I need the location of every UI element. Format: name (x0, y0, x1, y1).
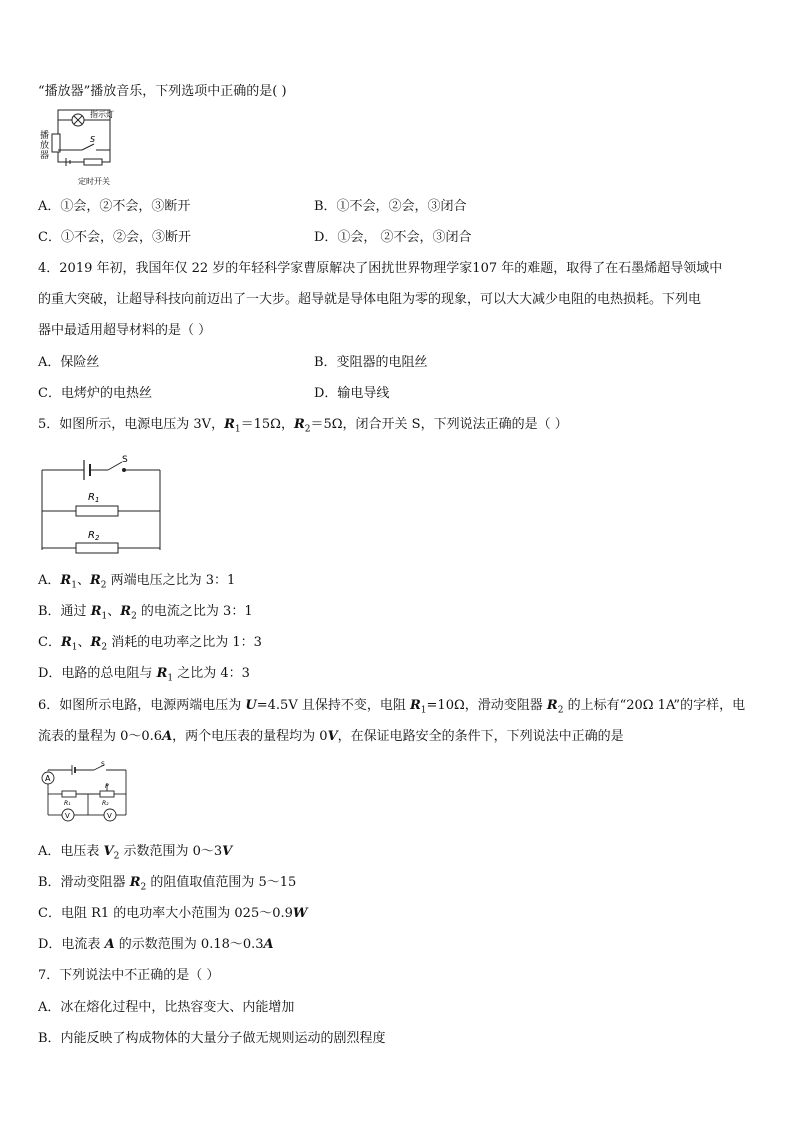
r2-label: $R_2$ (88, 530, 100, 542)
q5-option-d: D．电路的总电阻与 $R_1$ 之比为 4：3 (38, 666, 250, 684)
r2-label: R₂ (102, 800, 109, 807)
r1-label: R₁ (64, 800, 71, 807)
q3-stem: “播放器”播放音乐，下列选项中正确的是( ) (38, 84, 287, 99)
q3-option-c: C．①不会，②会，③断开 (38, 230, 191, 245)
lamp-label: 指示灯 (90, 110, 114, 119)
voltmeter-2-label: V (107, 812, 112, 820)
switch-label: S (90, 135, 96, 144)
q4-line-2: 的重大突破，让超导科技向前迈出了一大步。超导就是导体电阻为零的现象，可以大大减少电阻的电热损耗。下列电 (38, 292, 702, 307)
q5-circuit-figure (38, 450, 168, 555)
q4-line-3: 器中最适用超导材料的是（ ） (38, 323, 212, 338)
q4-option-d: D．输电导线 (314, 386, 390, 401)
q7-option-a: A．冰在熔化过程中，比热容变大、内能增加 (38, 1000, 295, 1015)
q6-line-2: 流表的量程为 0～0.6A，两个电压表的量程均为 0V，在保证电路安全的条件下，下列说法中正确的是 (38, 729, 624, 744)
q6-option-c: C．电阻 R1 的电功率大小范围为 025～0.9W (38, 906, 308, 921)
q5-stem: 5．如图所示，电源电压为 3V，$R_1=15\Omega$，$R_2=5\Omega$，闭合开关 S，下列说法正确的是（ ） (38, 417, 568, 435)
q3-option-d: D．①会， ②不会，③闭合 (314, 230, 472, 245)
q3-option-b: B．①不会，②会，③闭合 (314, 199, 467, 214)
q3-circuit-figure (38, 106, 138, 192)
q7-stem: 7．下列说法中不正确的是（ ） (38, 968, 220, 983)
q3-option-a: A．①会，②不会，③断开 (38, 199, 191, 214)
q6-option-a: A．电压表 $V_2$ 示数范围为 0～3V (38, 844, 233, 862)
timer-label: 定时开关 (78, 177, 110, 186)
switch-label: S (122, 455, 128, 465)
q5-option-b: B．通过 $R_1$、$R_2$ 的电流之比为 3：1 (38, 604, 253, 622)
q4-option-c: C．电烤炉的电热丝 (38, 386, 152, 401)
q7-option-b: B．内能反映了构成物体的大量分子做无规则运动的剧烈程度 (38, 1031, 386, 1046)
slider-p-label: P (105, 783, 109, 790)
r1-label: $R_1$ (88, 492, 100, 504)
switch-label: S (101, 761, 105, 768)
player-label: 播放器 (40, 131, 50, 161)
voltmeter-1-label: V (65, 812, 70, 820)
q6-option-d: D．电流表 A 的示数范围为 0.18～0.3A (38, 937, 274, 952)
q5-option-a: A．$R_1$、$R_2$ 两端电压之比为 3：1 (38, 573, 236, 591)
q4-option-b: B．变阻器的电阻丝 (314, 355, 428, 370)
q4-option-a: A．保险丝 (38, 355, 100, 370)
ammeter-label: A (45, 774, 51, 783)
q5-option-c: C．$R_1$、$R_2$ 消耗的电功率之比为 1：3 (38, 635, 262, 653)
q4-line-1: 4．2019 年初，我国年仅 22 岁的年轻科学家曹原解决了困扰世界物理学家107 年的难题，取得了在石墨烯超导领域中 (38, 261, 723, 276)
q6-option-b: B．滑动变阻器 $R_2$ 的阻值取值范围为 5～15 (38, 875, 297, 893)
q6-circuit-figure (38, 760, 138, 830)
q6-line-1: 6．如图所示电路，电源两端电压为 U=4.5V 且保持不变，电阻 $R_1=10\Omega$，滑动变阻器 $R_2$ 的上标有“20Ω 1A”的字样，电 (38, 698, 746, 716)
